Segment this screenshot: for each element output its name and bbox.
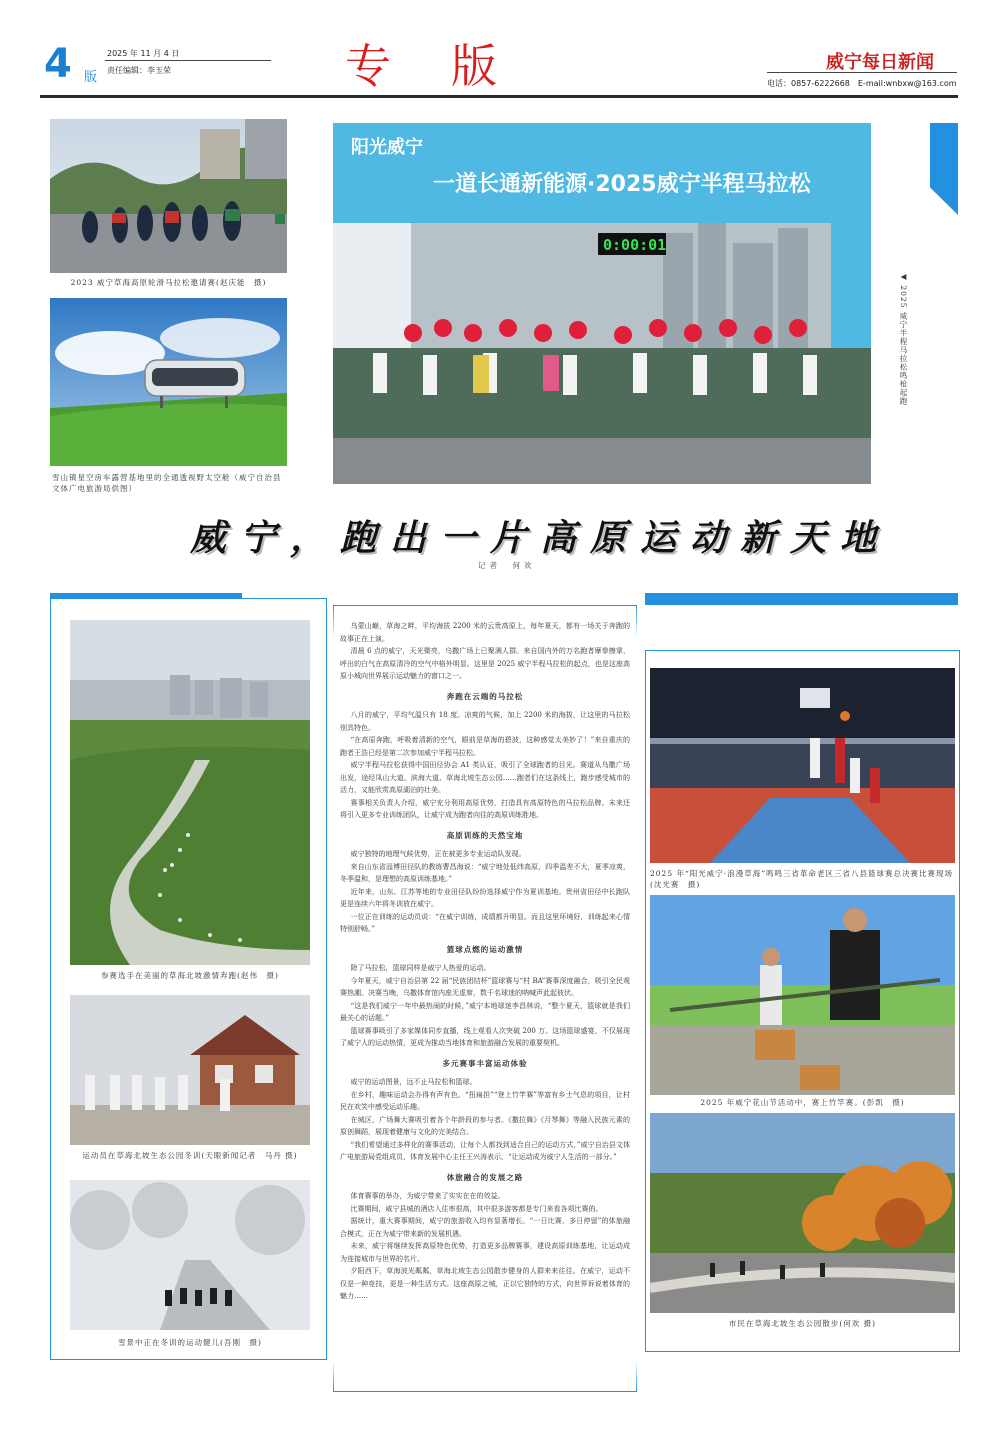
contact-info: 电话：0857-6222668 E-mail:wnbxw@163.com: [767, 79, 957, 88]
divider: [105, 60, 271, 61]
skating-photo: [50, 119, 287, 273]
divider: [767, 72, 957, 73]
paragraph: 体育赛事的举办，为威宁带来了实实在在的效益。: [350, 1192, 505, 1200]
paragraph: “在高原奔跑，呼吸着清新的空气，眼前是草海的碧波，这种感觉太美妙了！”来自重庆的跑者王浩已经是第二次参加威宁半程马拉松。: [340, 736, 630, 757]
park-photo: [650, 1113, 955, 1313]
intro-paragraph: 乌蒙山巅，草海之畔，平均海拔 2200 米的云贵高原上，每年夏天，都有一场关于奔跑的故事正在上演。: [340, 622, 630, 643]
blue-rule-right: [645, 593, 958, 605]
header-rule: [40, 95, 958, 98]
section-heading: 多元赛事丰富运动体验: [442, 1058, 528, 1068]
cabin-caption: 雪山镇星空房车露营基地里的全通透视野太空舱（威宁自治县文体广电旅游局供图）: [52, 473, 282, 493]
section-heading: 体旅融合的发展之路: [446, 1172, 524, 1182]
section-heading: 高原训练的天然宝地: [446, 830, 524, 840]
blue-corner-ribbon: [930, 123, 958, 215]
snow-caption: 雪景中正在冬训的运动健儿(吾刚 摄): [118, 1338, 262, 1347]
paragraph: “这是我们威宁一年中最热闹的时候，”威宁本地球迷李昌林说，“整个夏天，篮球就是我们最关心的话题。”: [340, 1001, 630, 1022]
basketball-photo: [650, 668, 955, 863]
paragraph: 据统计，重大赛事期间，威宁的旅游收入均有显著增长。“一日比赛，多日停留”的体旅融合模式，正在为威宁带来新的发展机遇。: [340, 1217, 630, 1238]
winter-training-photo: [70, 995, 310, 1145]
intro-paragraph: 清晨 6 点的威宁，天光微亮，乌撒广场上已聚满人群。来自国内外的万名跑者摩拳擦掌，呼出的白气在高原清冷的空气中格外明显。这里是 2025 威宁半程马拉松的起点，也是这座高原小城向世界展示运动魅力的窗口之一。: [340, 647, 630, 680]
park-caption: 市民在草海北坡生态公园散步(何欢 摄): [728, 1319, 877, 1328]
skating-caption: 2023 威宁草海高原轮滑马拉松邀请赛(赵庆能 摄): [70, 278, 267, 287]
paragraph: 近年来，山东、江苏等地的专业田径队纷纷选择威宁作为夏训基地。贵州省田径中长跑队更是连续六年将冬训放在威宁。: [340, 887, 630, 908]
paragraph: 一位正在训练的运动员说：“在威宁训练，成绩都升明显。而且这里环境好，训练起来心情特别舒畅。”: [340, 912, 630, 933]
cabin-photo: [50, 298, 287, 466]
marathon-start-photo: [333, 123, 871, 484]
paragraph: 八月的威宁，平均气温只有 18 度。凉爽的气候，加上 2200 米的海拔，让这里的马拉松别具特色。: [340, 711, 630, 732]
paragraph: 威宁独特的地理气候优势，正在被更多专业运动队发现。: [350, 850, 526, 858]
article-body: [340, 620, 630, 1303]
page-suffix: 版: [84, 70, 98, 85]
arch-brand-text: 阳光威宁: [351, 137, 423, 158]
newspaper-name: 威宁每日新闻: [826, 52, 934, 73]
paragraph: 篮球赛事吸引了多家媒体同步直播，线上观看人次突破 200 万。这场篮球盛宴，不仅展现了威宁人的运动热情，更成为推动当地体育和旅游融合发展的重要契机。: [340, 1026, 630, 1047]
paragraph: 今年夏天，威宁自治县第 22 届“民族团结杯”篮球赛与“村 BA”赛事深度融合，吸引全民观赛热潮。决赛当晚，乌撒体育馆内座无虚席，数千名球迷的呐喊声此起彼伏。: [340, 976, 630, 997]
main-headline: 威宁，跑出一片高原运动新天地: [190, 517, 891, 559]
issue-date: 2025 年 11 月 4 日: [107, 49, 180, 58]
paragraph: 赛事相关负责人介绍，威宁充分利用高原优势，打造具有高原特色的马拉松品牌。未来还将引入更多专业训练团队，让威宁成为跑者向往的高原训练胜地。: [340, 798, 630, 819]
paragraph: 威宁的运动图景，远不止马拉松和篮球。: [350, 1078, 477, 1086]
editor-credit: 责任编辑：李玉荣: [107, 66, 171, 75]
stick-game-caption: 2025 年威宁花山节活动中，赛上竹竿赛。(彭凯 摄): [700, 1098, 905, 1107]
paragraph: 除了马拉松，篮球同样是威宁人热爱的运动。: [350, 964, 491, 972]
paragraph: 来自山东省淄博田径队的教练曹昌海说：“威宁地处低纬高原，四季温差不大，夏季凉爽，冬季温和，是理想的高原训练基地。”: [340, 862, 630, 883]
section-heading: 奔跑在云端的马拉松: [446, 691, 524, 701]
paragraph: 在城区，广场舞大赛吸引着各个年龄段的参与者。《撒拉舞》《月琴舞》等融入民族元素的原创舞蹈，展现着健康与文化的完美结合。: [340, 1115, 630, 1136]
paragraph: “我们希望通过多样化的赛事活动，让每个人都找到适合自己的运动方式，”威宁自治县文体广电旅游局党组成员、体育发展中心主任王兴涛表示，“让运动成为威宁人生活的一部分。”: [340, 1140, 630, 1161]
runners-photo: [70, 620, 310, 965]
page-number: 4: [44, 41, 72, 87]
basketball-caption: 2025 年“阳光威宁·浪漫草海”鸣鸣三省革命老区三省八县篮球赛总决赛比赛现场(沈光赛 摄): [650, 869, 954, 889]
paragraph: 夕阳西下，草海波光粼粼，草海北坡生态公园散步健身的人群来来往往。在威宁，运动不仅是一种竞技，更是一种生活方式。这座高原之城，正以它独特的方式，向世界诉说着体育的魅力……: [340, 1267, 630, 1300]
winter-training-caption: 运动员在草海北坡生态公园冬训(天眼新闻记者 马丹 摄): [82, 1151, 298, 1160]
runners-caption: 参赛选手在美丽的草海北坡激情奔跑(赵伟 摄): [101, 971, 279, 980]
arch-banner-text: 一道长通新能源·2025威宁半程马拉松: [433, 172, 811, 197]
section-heading: 篮球点燃的运动激情: [446, 944, 524, 954]
stick-game-photo: [650, 895, 955, 1095]
reporter-byline: 记者 何欢: [478, 561, 536, 570]
paragraph: 未来，威宁将继续发挥高原特色优势，打造更多品牌赛事，建设高原训练基地，让运动成为连接城市与世界的名片。: [340, 1242, 630, 1263]
race-clock: 0:00:01: [603, 236, 667, 254]
section-title: 专版: [345, 39, 557, 93]
paragraph: 威宁半程马拉松获得中国田径协会 A1 类认证，吸引了全球跑者的目光。赛道从乌撒广场出发，途经凤山大道、滨海大道、草海北坡生态公园……跑者们在这条线上，跑步感受城市的活力，又能欣赏高原湖泊的壮美。: [340, 761, 630, 794]
paragraph: 在乡村，趣味运动会办得有声有色。“扭扁担”“登上竹竿赛”等富有乡土气息的项目，让村民在欢笑中感受运动乐趣。: [340, 1090, 630, 1111]
marathon-side-caption: ◀ 2025 威宁半程马拉松鸣枪起跑: [899, 272, 908, 406]
paragraph: 比赛期间，威宁县城的酒店入住率很高，其中很多游客都是专门来看各项比赛的。: [350, 1204, 603, 1213]
snow-training-photo: [70, 1180, 310, 1330]
